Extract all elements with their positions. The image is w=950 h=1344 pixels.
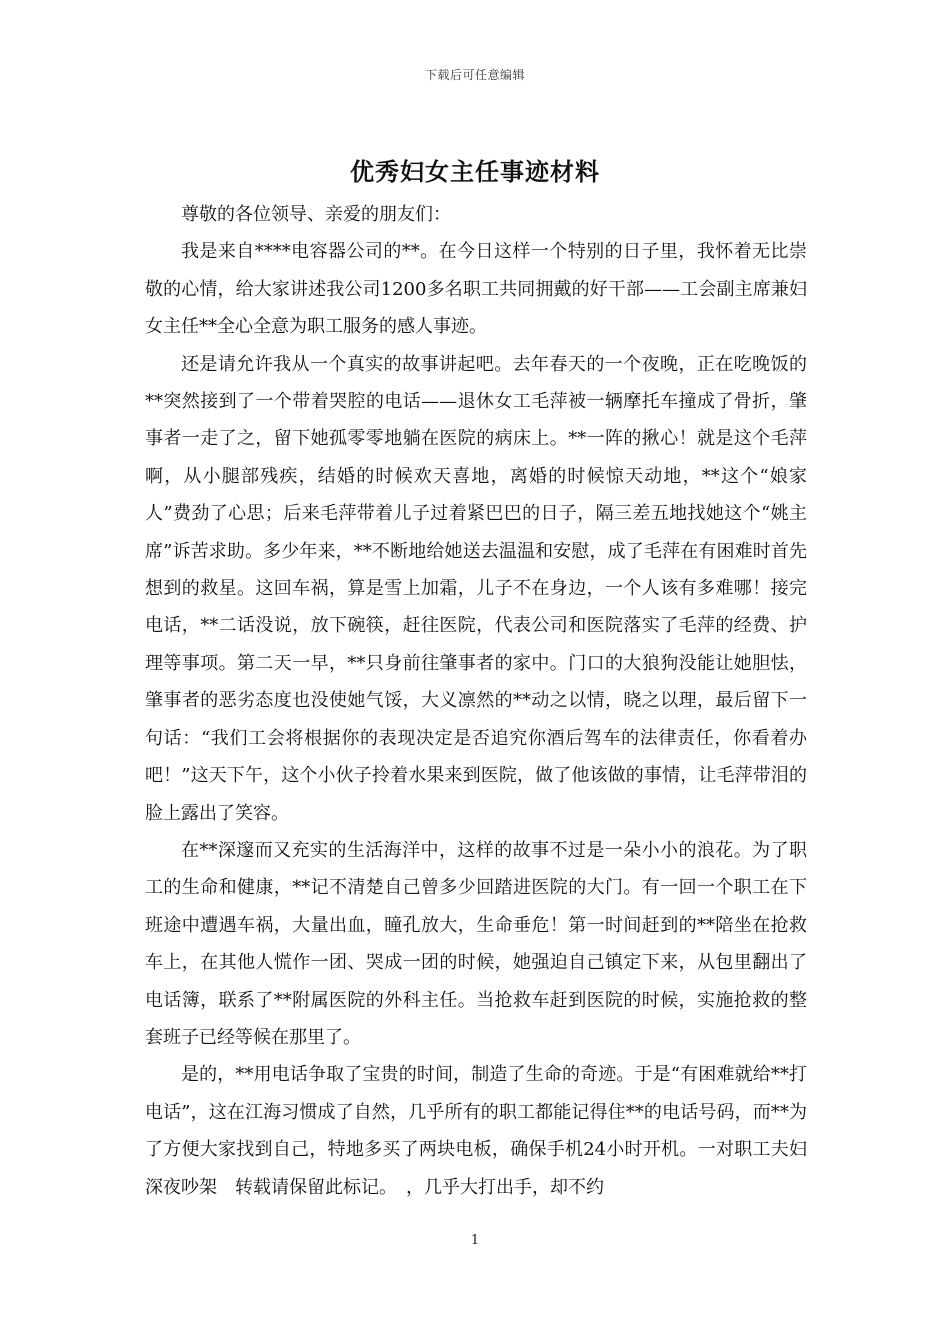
document-body — [145, 196, 807, 1206]
document-title: 优秀妇女主任事迹材料 — [350, 157, 600, 186]
paragraph-introduction: 我是来自****电容器公司的**。在今日这样一个特别的日子里，我怀着无比崇敬的心情，给大家讲述我公司1200多名职工共同拥戴的好干部——工会副主席兼妇女主任**全心全意为职工服务的感人事迹。 — [145, 241, 807, 338]
paragraph-phone-miracle: 是的，**用电话争取了宝贵的时间，制造了生命的奇迹。于是“有困难就给**打电话”，这在江海习惯成了自然，几乎所有的职工都能记得住**的电话号码，而**为了方便大家找到自己，特地多买了两块电板，确保手机24小时开机。一对职工夫妇深夜吵架 转载请保留此标记。 ，几乎大打出手，却不约 — [145, 1064, 807, 1198]
paragraph-story-maoping: 还是请允许我从一个真实的故事讲起吧。去年春天的一个夜晚，正在吃晚饭的**突然接到了一个带着哭腔的电话——退休女工毛萍被一辆摩托车撞成了骨折，肇事者一走了之，留下她孤零零地躺在医院的病床上。**一阵的揪心！就是这个毛萍啊，从小腿部残疾，结婚的时候欢天喜地，离婚的时候惊天动地，**这个“娘家人”费劲了心思；后来毛萍带着儿子过着紧巴巴的日子，隔三差五地找她这个“姚主席”诉苦求助。多少年来，**不断地给她送去温温和安慰，成了毛萍在有困难时首先想到的救星。这回车祸，算是雪上加霜，儿子不在身边，一个人该有多难哪！接完电话，**二话没说，放下碗筷，赶往医院，代表公司和医院落实了毛萍的经费、护理等事项。第二天一早，**只身前往肇事者的家中。门口的大狼狗没能让她胆怯，肇事者的恶劣态度也没使她气馁，大义凛然的**动之以情，晓之以理，最后留下一句话：“我们工会将根据你的表现决定是否追究你酒后驾车的法律责任，你看着办吧！”这天下午，这个小伙子拎着水果来到医院，做了他该做的事情，让毛萍带泪的脸上露出了笑容。 — [145, 353, 807, 824]
header-note: 下载后可任意编辑 — [424, 68, 525, 82]
paragraph-salutation: 尊敬的各位领导、亲爱的朋友们： — [181, 204, 451, 225]
paragraph-emergency-story: 在**深邃而又充实的生活海洋中，这样的故事不过是一朵小小的浪花。为了职工的生命和健康，**记不清楚自己曾多少回踏进医院的大门。有一回一个职工在下班途中遭遇车祸，大量出血，瞳孔放大，生命垂危！第一时间赶到的**陪坐在抢救车上，在其他人慌作一团、哭成一团的时候，她强迫自己镇定下来，从包里翻出了电话簿，联系了**附属医院的外科主任。当抢救车赶到医院的时候，实施抢救的整套班子已经等候在那里了。 — [145, 839, 807, 1048]
page-number: 1 — [470, 1233, 480, 1248]
